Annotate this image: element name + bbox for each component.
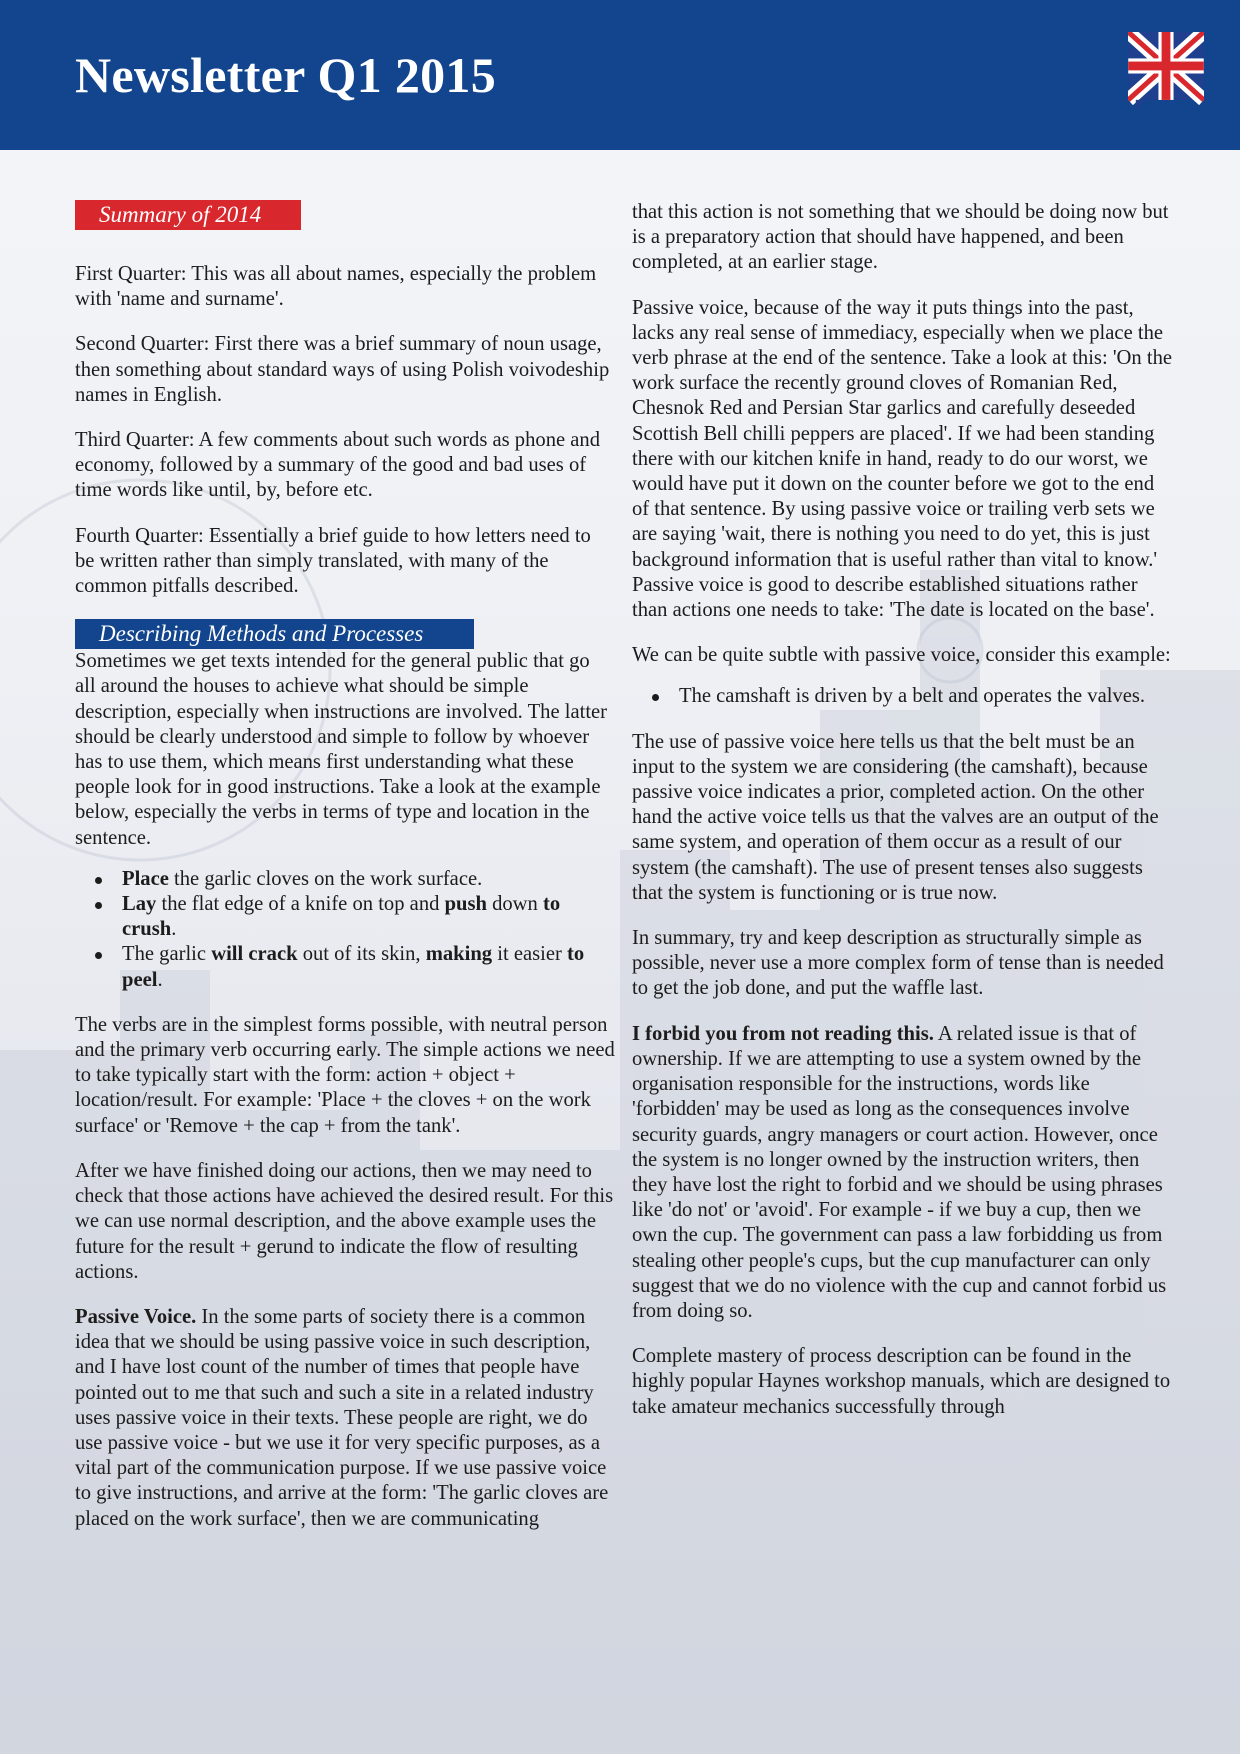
summary-heading: Summary of 2014: [75, 200, 301, 230]
instruction-list: [75, 867, 615, 993]
list-item: Place the garlic cloves on the work surface.: [75, 867, 615, 892]
third-quarter-paragraph: Third Quarter: A few comments about such words as phone and economy, followed by a summary of the good and bad uses of time words like until, by, before etc.: [75, 429, 601, 502]
verbs-paragraph: The verbs are in the simplest forms possible, with neutral person and the primary verb occurring early. The simple actions we need to take typically start with the form: action + object + location/result. For example: 'Place + the cloves + on the work surface' or 'Remove + the cap + from the tank'.: [75, 1013, 615, 1137]
methods-heading: Describing Methods and Processes: [75, 619, 474, 649]
forbid-paragraph: I forbid you from not reading this. A related issue is that of ownership. If we are attempting to use a system owned by the organisation responsible for the instructions, words like 'forbidden' may be used as long as the consequences involve security guards, angry managers or court action. However, once the system is no longer owned by the instruction writers, then they have lost the right to forbid and we should be using phrases like 'do not' or 'avoid'. For example - if we buy a cup, then we own the cup. The government can pass a law forbidding us from stealing other people's cups, but the cup manufacturer can only suggest that we do no violence with the cup and cannot forbid us from doing so.: [632, 1022, 1167, 1322]
passive-voice-paragraph: Passive Voice. In the some parts of society there is a common idea that we should be using passive voice in such description, and I have lost count of the number of times that people have pointed out to me that such and such a site in a related industry uses passive voice in their texts. These people are right, we do use passive voice - but we use it for very specific purposes, as a vital part of the communication purpose. If we use passive voice to give instructions, and arrive at the form: 'The garlic cloves are placed on the work surface', then we are communicating: [75, 1305, 609, 1530]
passive-use-paragraph: The use of passive voice here tells us that the belt must be an input to the system we are considering (the camshaft), because passive voice indicates a prior, completed action. On the other hand the active voice tells us that the valves are an output of the same system, and operation of them occur as a result of our system (the camshaft). The use of present tenses also suggests that the system is functioning or is true now.: [632, 730, 1159, 904]
left-column: [75, 200, 615, 1552]
list-item: The camshaft is driven by a belt and operates the valves.: [632, 684, 1172, 709]
list-item: Lay the flat edge of a knife on top and push down to crush.: [75, 892, 615, 942]
intro-paragraph: Sometimes we get texts intended for the general public that go all around the houses to achieve what should be simple description, especially when instructions are involved. The latter should be clearly understood and simple to follow by whoever has to use them, which means first understanding what these people look for in good instructions. Take a look at the example below, especially the verbs in terms of type and location in the sentence.: [75, 650, 608, 849]
list-item: The garlic will crack out of its skin, making it easier to peel.: [75, 942, 615, 992]
continuation-paragraph: that this action is not something that we should be doing now but is a preparatory action that should have happened, and been completed, at an earlier stage.: [632, 201, 1169, 274]
camshaft-list: [632, 684, 1172, 709]
in-summary-paragraph: In summary, try and keep description as structurally simple as possible, never use a more complex form of tense than is needed to get the job done, and put the waffle last.: [632, 927, 1164, 1000]
right-column: [632, 200, 1172, 1440]
first-quarter-paragraph: First Quarter: This was all about names, especially the problem with 'name and surname'.: [75, 263, 597, 311]
forbid-lead: I forbid you from not reading this.: [632, 1022, 934, 1045]
newsletter-title: Newsletter Q1 2015: [75, 47, 497, 103]
fourth-quarter-paragraph: Fourth Quarter: Essentially a brief guide to how letters need to be written rather than simply translated, with many of the common pitfalls described.: [75, 524, 591, 598]
union-jack-flag-icon: [1128, 32, 1204, 110]
immediacy-paragraph: Passive voice, because of the way it puts things into the past, lacks any real sense of immediacy, especially when we place the verb phrase at the end of the sentence. Take a look at this: 'On the work surface the recently ground cloves of Romanian Red, Chesnok Red and Persian Star garlics and carefully deseeded Scottish Bell chilli peppers are placed'. If we had been standing there with our kitchen knife in hand, ready to do our worst, we would have put it down on the counter before we got to the end of that sentence. By using passive voice or trailing verb sets we are saying 'wait, there is nothing you need to do yet, this is just background information that is useful rather than vital to know.' Passive voice is good to describe established situations rather than actions one needs to take: 'The date is located on the base'.: [632, 296, 1173, 622]
newsletter-header: [0, 0, 1240, 150]
mastery-paragraph: Complete mastery of process description can be found in the highly popular Haynes workshop manuals, which are designed to take amateur mechanics successfully through: [632, 1345, 1171, 1418]
subtle-paragraph: We can be quite subtle with passive voice, consider this example:: [632, 644, 1171, 667]
after-paragraph: After we have finished doing our actions, then we may need to check that those actions have achieved the desired result. For this we can use normal description, and the above example uses the future for the result + gerund to indicate the flow of resulting actions.: [75, 1159, 614, 1283]
passive-voice-lead: Passive Voice.: [75, 1305, 197, 1328]
second-quarter-paragraph: Second Quarter: First there was a brief summary of noun usage, then something about standard ways of using Polish voivodeship names in English.: [75, 333, 610, 406]
